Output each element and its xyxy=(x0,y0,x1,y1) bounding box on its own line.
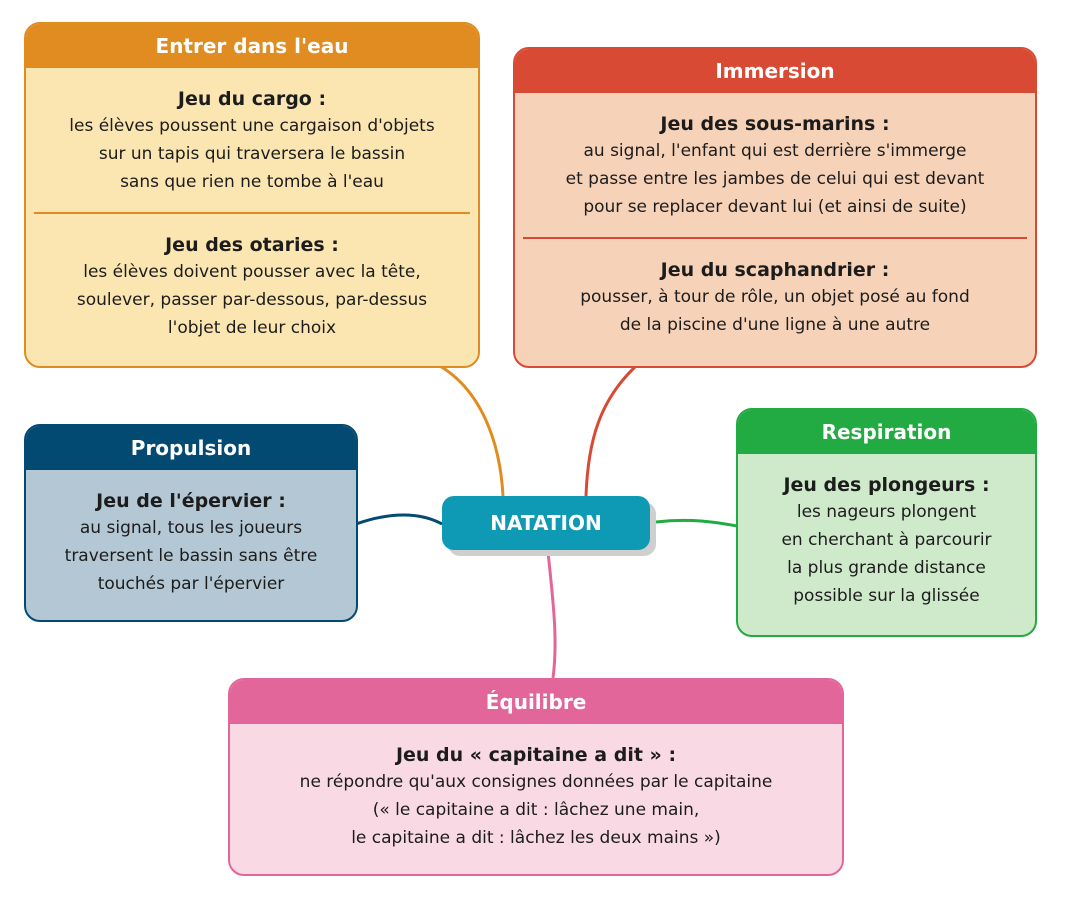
game-title: Jeu de l'épervier : xyxy=(96,490,286,512)
card-equilibre xyxy=(228,678,844,876)
game-title: Jeu des otaries : xyxy=(165,234,339,256)
game-title: Jeu du scaphandrier : xyxy=(660,259,890,281)
card-immersion xyxy=(513,47,1037,368)
link-propulsion xyxy=(356,515,442,524)
card-respiration xyxy=(736,408,1037,637)
game-description: pousser, à tour de rôle, un objet posé au fond de la piscine d'une ligne à une autre xyxy=(580,287,970,335)
game-description: les nageurs plongent en cherchant à parcourir la plus grande distance possible sur la glissée xyxy=(781,502,992,606)
game-description: les élèves poussent une cargaison d'objets sur un tapis qui traversera le bassin sans que rien ne tombe à l'eau xyxy=(69,116,435,192)
game-description: au signal, tous les joueurs traversent le bassin sans être touchés par l'épervier xyxy=(64,518,318,594)
link-immersion xyxy=(586,366,636,496)
card-header: Immersion xyxy=(515,49,1035,93)
card-header: Équilibre xyxy=(230,680,842,724)
game-description: ne répondre qu'aux consignes données par le capitaine (« le capitaine a dit : lâchez une main, le capitaine a dit : lâchez les deux mains ») xyxy=(299,772,773,848)
link-respiration xyxy=(656,520,737,526)
center-node-natation: NATATION xyxy=(442,496,650,550)
card-header: Propulsion xyxy=(26,426,356,470)
game-description: au signal, l'enfant qui est derrière s'immerge et passe entre les jambes de celui qui est devant pour se replacer devant lui (et ainsi de suite) xyxy=(565,141,985,217)
game-title: Jeu du cargo : xyxy=(177,88,327,110)
card-header: Respiration xyxy=(738,410,1035,454)
link-equilibre xyxy=(548,552,555,678)
game-section xyxy=(515,93,1035,221)
card-header: Entrer dans l'eau xyxy=(26,24,478,68)
game-title: Jeu des sous-marins : xyxy=(660,113,890,135)
card-entrer-dans-leau xyxy=(24,22,480,368)
game-section xyxy=(26,214,478,342)
game-section xyxy=(515,239,1035,339)
game-section xyxy=(26,470,356,598)
card-propulsion xyxy=(24,424,358,622)
game-description: les élèves doivent pousser avec la tête, soulever, passer par-dessous, par-dessus l'objet de leur choix xyxy=(76,262,428,338)
game-section xyxy=(26,68,478,196)
game-title: Jeu du « capitaine a dit » : xyxy=(395,744,677,766)
game-section xyxy=(230,724,842,852)
game-title: Jeu des plongeurs : xyxy=(783,474,990,496)
link-entrer xyxy=(440,366,503,496)
game-section xyxy=(738,454,1035,610)
